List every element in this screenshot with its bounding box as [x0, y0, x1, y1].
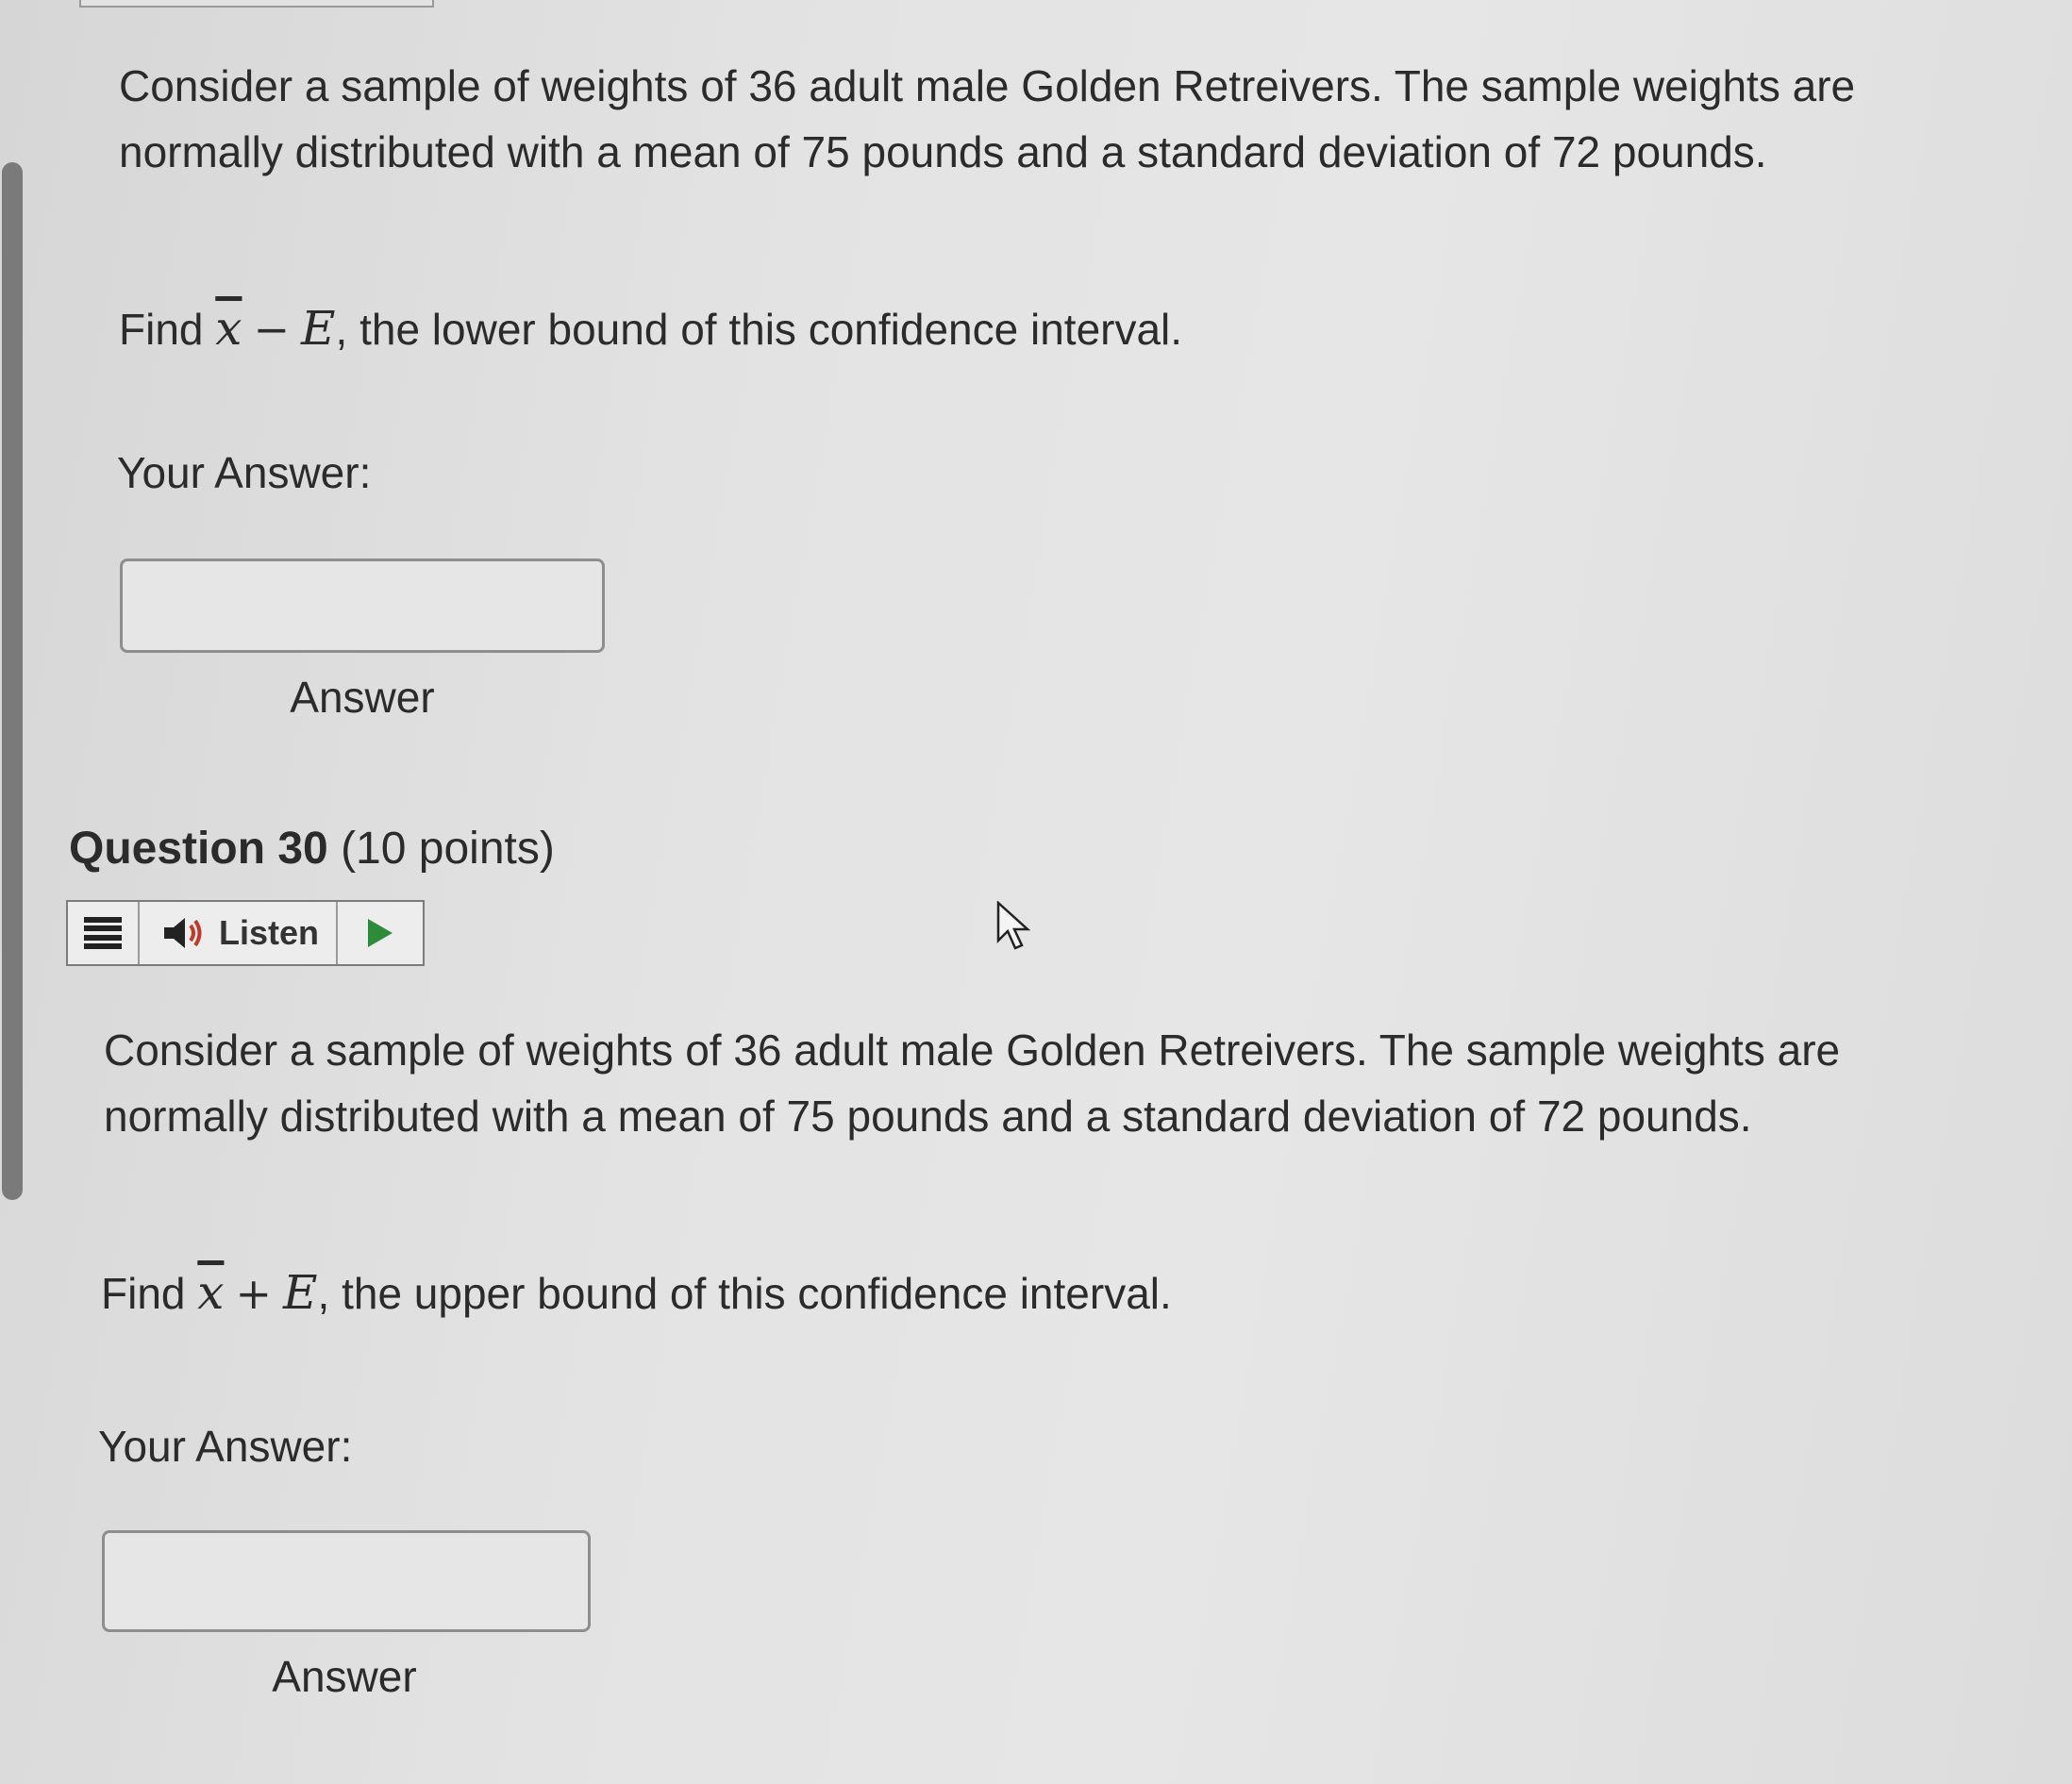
listen-menu-button[interactable]	[68, 902, 140, 964]
math-E: E	[301, 301, 336, 356]
listen-label: Listen	[219, 913, 320, 952]
play-button[interactable]	[338, 902, 423, 964]
math-operator: +	[235, 1268, 273, 1319]
question-30-find	[101, 1264, 1172, 1322]
math-expression	[215, 301, 335, 356]
question-29-your-answer	[117, 447, 371, 498]
previous-element-edge	[79, 0, 434, 8]
question-29-prompt: Consider a sample of weights of 36 adult male Golden Retreivers. The sample weights are normally distributed with a mean of 75 pounds and a standard deviation of 72 pounds.	[119, 61, 1856, 176]
speaker-icon	[162, 916, 206, 950]
question-30-title	[69, 823, 555, 875]
math-x-bar: $\overline{x}$	[197, 1265, 225, 1320]
question-number: Question 30	[69, 824, 328, 874]
listen-toolbar	[66, 900, 425, 966]
math-E: E	[283, 1265, 318, 1320]
your-answer-label: Your Answer:	[117, 448, 372, 497]
question-30-your-answer	[98, 1421, 352, 1472]
hamburger-icon	[84, 917, 122, 949]
listen-button[interactable]	[140, 902, 338, 964]
question-29-answer-label: Answer	[290, 673, 435, 722]
math-expression	[197, 1265, 317, 1320]
question-points: (10 points)	[327, 824, 555, 874]
find-prefix: Find	[119, 305, 204, 354]
find-suffix: , the upper bound of this confidence interval.	[317, 1269, 1172, 1318]
question-30-block	[104, 1017, 1859, 1149]
math-operator: −	[253, 304, 291, 355]
mouse-cursor-icon	[996, 901, 1030, 952]
question-29-answer-input[interactable]	[120, 559, 605, 653]
your-answer-label: Your Answer:	[98, 1422, 353, 1471]
scrollbar-thumb[interactable]	[2, 162, 23, 1200]
find-prefix: Find	[101, 1269, 186, 1318]
question-29-find	[119, 300, 1182, 358]
math-x-bar: $\overline{x}$	[215, 301, 242, 356]
play-icon	[366, 917, 394, 949]
question-30-answer-input[interactable]	[102, 1530, 591, 1632]
question-30-prompt: Consider a sample of weights of 36 adult male Golden Retreivers. The sample weights are normally distributed with a mean of 75 pounds and a standard deviation of 72 pounds.	[104, 1025, 1841, 1141]
question-29-block	[119, 53, 1874, 185]
find-suffix: , the lower bound of this confidence interval.	[335, 305, 1183, 354]
question-30-answer-label: Answer	[272, 1652, 417, 1701]
